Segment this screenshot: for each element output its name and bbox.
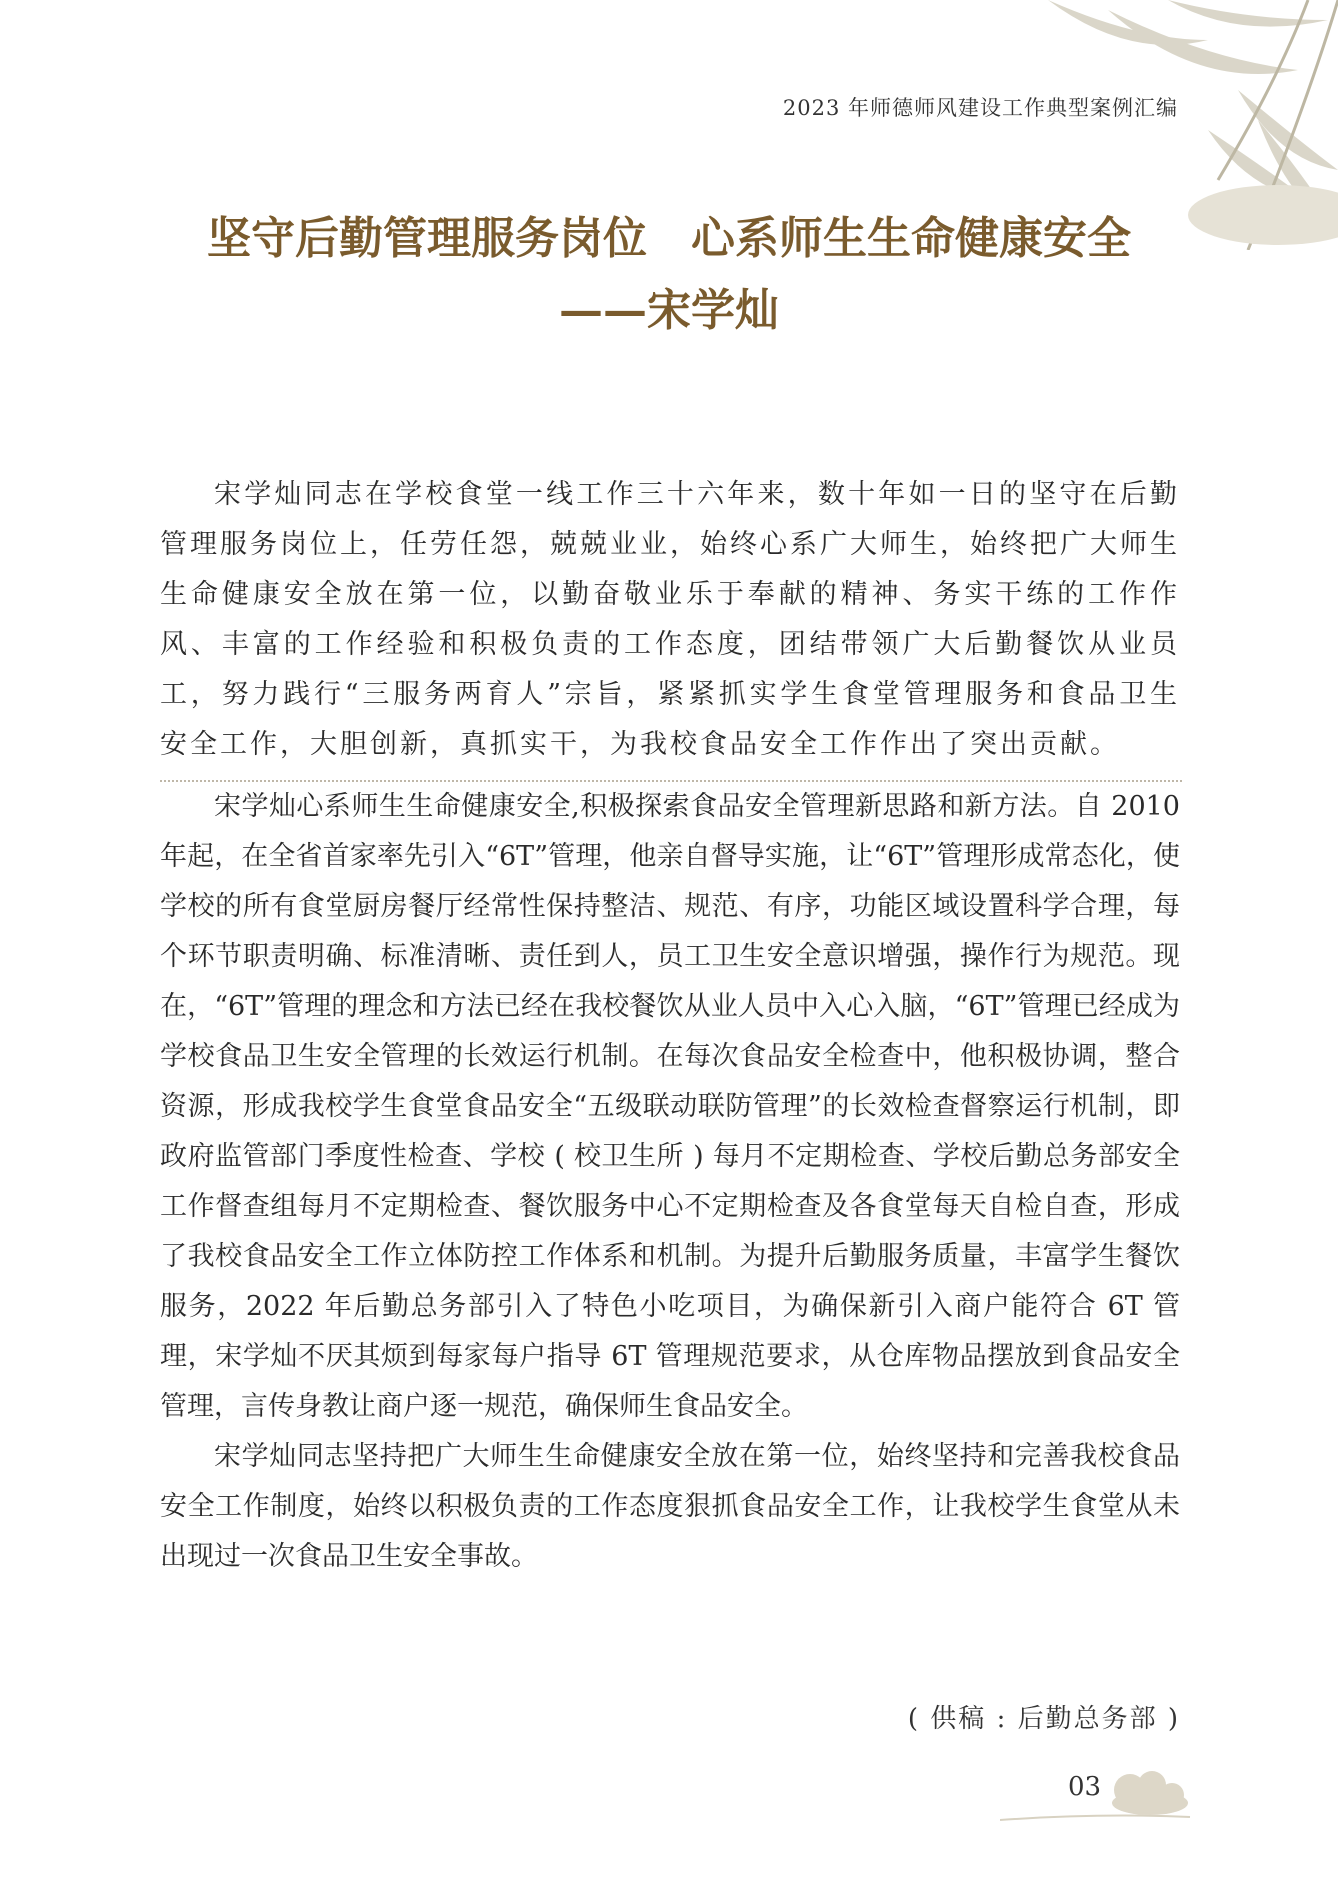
summary-section [160, 470, 1180, 770]
running-header: 2023 年师德师风建设工作典型案例汇编 [782, 96, 1178, 120]
body-paragraph: 宋学灿心系师生生命健康安全,积极探索食品安全管理新思路和新方法。自 2010 年起，在全省首家率先引入“6T”管理，他亲自督导实施，让“6T”管理形成常态化，使学校的所有食堂厨房餐厅经常性保持整洁、规范、有序，功能区域设置科学合理，每个环节职责明确、标准清晰、责任到人，员工卫生安全意识增强，操作行为规范。现在，“6T”管理的理念和方法已经在我校餐饮从业人员中入心入脑，“6T”管理已经成为学校食品卫生安全管理的长效运行机制。在每次食品安全检查中，他积极协调，整合资源，形成我校学生食堂食品安全“五级联动联防管理”的长效检查督察运行机制，即政府监管部门季度性检查、学校 ( 校卫生所 ) 每月不定期检查、学校后勤总务部安全工作督查组每月不定期检查、餐饮服务中心不定期检查及各食堂每天自检自查，形成了我校食品安全工作立体防控工作体系和机制。为提升后勤服务质量，丰富学生餐饮服务，2022 年后勤总务部引入了特色小吃项目，为确保新引入商户能符合 6T 管理，宋学灿不厌其烦到每家每户指导 6T 管理规范要求，从仓库物品摆放到食品安全管理，言传身教让商户逐一规范，确保师生食品安全。 [160, 791, 1180, 1422]
body-section [160, 782, 1180, 1582]
summary-paragraph: 宋学灿同志在学校食堂一线工作三十六年来，数十年如一日的坚守在后勤管理服务岗位上，任劳任怨，兢兢业业，始终心系广大师生，始终把广大师生生命健康安全放在第一位，以勤奋敬业乐于奉献的精神、务实干练的工作作风、丰富的工作经验和积极负责的工作态度，团结带领广大后勤餐饮从业员工，努力践行“三服务两育人”宗旨，紧紧抓实学生食堂管理服务和食品卫生安全工作，大胆创新，真抓实干，为我校食品安全工作作出了突出贡献。 [160, 479, 1180, 760]
page-number: 03 [1068, 1772, 1102, 1802]
body-paragraph: 宋学灿同志坚持把广大师生生命健康安全放在第一位，始终坚持和完善我校食品安全工作制度，始终以积极负责的工作态度狠抓食品安全工作，让我校学生食堂从未出现过一次食品卫生安全事故。 [160, 1441, 1180, 1572]
article-title-block [0, 205, 1338, 345]
article-title: 坚守后勤管理服务岗位 心系师生生命健康安全 [207, 213, 1131, 264]
source-note: ( 供稿 : 后勤总务部 ) [907, 1704, 1180, 1734]
article-author: ——宋学灿 [559, 285, 779, 336]
